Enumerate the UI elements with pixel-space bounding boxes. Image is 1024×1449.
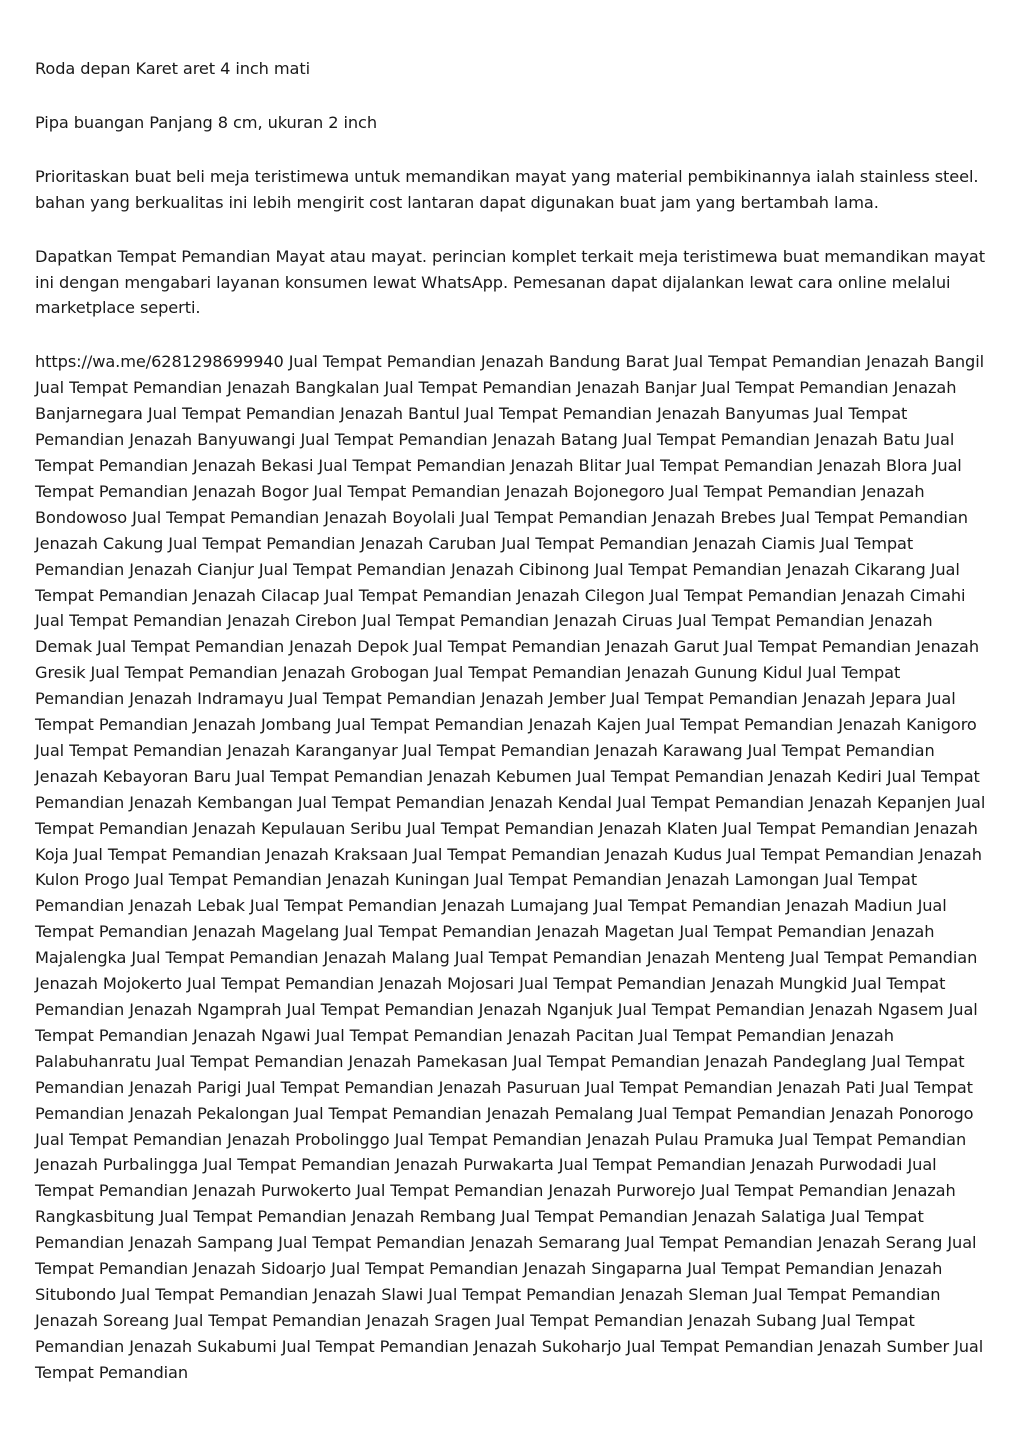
document-page (35, 56, 993, 1414)
paragraph-city-list: https://wa.me/6281298699940 Jual Tempat Pemandian Jenazah Bandung Barat Jual Tempat Pemandian Jenazah Bangil Jual Tempat Pemandian Jenazah Bangkalan Jual Tempat Pemandian Jenazah Banjar Jual Tempat Pemandian Jenazah Banjarnegara Jual Tempat Pemandian Jenazah Bantul Jual Tempat Pemandian Jenazah Banyumas Jual Tempat Pemandian Jenazah Banyuwangi Jual Tempat Pemandian Jenazah Batang Jual Tempat Pemandian Jenazah Batu Jual Tempat Pemandian Jenazah Bekasi Jual Tempat Pemandian Jenazah Blitar Jual Tempat Pemandian Jenazah Blora Jual Tempat Pemandian Jenazah Bogor Jual Tempat Pemandian Jenazah Bojonegoro Jual Tempat Pemandian Jenazah Bondowoso Jual Tempat Pemandian Jenazah Boyolali Jual Tempat Pemandian Jenazah Brebes Jual Tempat Pemandian Jenazah Cakung Jual Tempat Pemandian Jenazah Caruban Jual Tempat Pemandian Jenazah Ciamis Jual Tempat Pemandian Jenazah Cianjur Jual Tempat Pemandian Jenazah Cibinong Jual Tempat Pemandian Jenazah Cikarang Jual Tempat Pemandian Jenazah Cilacap Jual Tempat Pemandian Jenazah Cilegon Jual Tempat Pemandian Jenazah Cimahi Jual Tempat Pemandian Jenazah Cirebon Jual Tempat Pemandian Jenazah Ciruas Jual Tempat Pemandian Jenazah Demak Jual Tempat Pemandian Jenazah Depok Jual Tempat Pemandian Jenazah Garut Jual Tempat Pemandian Jenazah Gresik Jual Tempat Pemandian Jenazah Grobogan Jual Tempat Pemandian Jenazah Gunung Kidul Jual Tempat Pemandian Jenazah Indramayu Jual Tempat Pemandian Jenazah Jember Jual Tempat Pemandian Jenazah Jepara Jual Tempat Pemandian Jenazah Jombang Jual Tempat Pemandian Jenazah Kajen Jual Tempat Pemandian Jenazah Kanigoro Jual Tempat Pemandian Jenazah Karanganyar Jual Tempat Pemandian Jenazah Karawang Jual Tempat Pemandian Jenazah Kebayoran Baru Jual Tempat Pemandian Jenazah Kebumen Jual Tempat Pemandian Jenazah Kediri Jual Tempat Pemandian Jenazah Kembangan Jual Tempat Pemandian Jenazah Kendal Jual Tempat Pemandian Jenazah Kepanjen Jual Tempat Pemandian Jenazah Kepulauan Seribu Jual Tempat Pemandian Jenazah Klaten Jual Tempat Pemandian Jenazah Koja Jual Tempat Pemandian Jenazah Kraksaan Jual Tempat Pemandian Jenazah Kudus Jual Tempat Pemandian Jenazah Kulon Progo Jual Tempat Pemandian Jenazah Kuningan Jual Tempat Pemandian Jenazah Lamongan Jual Tempat Pemandian Jenazah Lebak Jual Tempat Pemandian Jenazah Lumajang Jual Tempat Pemandian Jenazah Madiun Jual Tempat Pemandian Jenazah Magelang Jual Tempat Pemandian Jenazah Magetan Jual Tempat Pemandian Jenazah Majalengka Jual Tempat Pemandian Jenazah Malang Jual Tempat Pemandian Jenazah Menteng Jual Tempat Pemandian Jenazah Mojokerto Jual Tempat Pemandian Jenazah Mojosari Jual Tempat Pemandian Jenazah Mungkid Jual Tempat Pemandian Jenazah Ngamprah Jual Tempat Pemandian Jenazah Nganjuk Jual Tempat Pemandian Jenazah Ngasem Jual Tempat Pemandian Jenazah Ngawi Jual Tempat Pemandian Jenazah Pacitan Jual Tempat Pemandian Jenazah Palabuhanratu Jual Tempat Pemandian Jenazah Pamekasan Jual Tempat Pemandian Jenazah Pandeglang Jual Tempat Pemandian Jenazah Parigi Jual Tempat Pemandian Jenazah Pasuruan Jual Tempat Pemandian Jenazah Pati Jual Tempat Pemandian Jenazah Pekalongan Jual Tempat Pemandian Jenazah Pemalang Jual Tempat Pemandian Jenazah Ponorogo Jual Tempat Pemandian Jenazah Probolinggo Jual Tempat Pemandian Jenazah Pulau Pramuka Jual Tempat Pemandian Jenazah Purbalingga Jual Tempat Pemandian Jenazah Purwakarta Jual Tempat Pemandian Jenazah Purwodadi Jual Tempat Pemandian Jenazah Purwokerto Jual Tempat Pemandian Jenazah Purworejo Jual Tempat Pemandian Jenazah Rangkasbitung Jual Tempat Pemandian Jenazah Rembang Jual Tempat Pemandian Jenazah Salatiga Jual Tempat Pemandian Jenazah Sampang Jual Tempat Pemandian Jenazah Semarang Jual Tempat Pemandian Jenazah Serang Jual Tempat Pemandian Jenazah Sidoarjo Jual Tempat Pemandian Jenazah Singaparna Jual Tempat Pemandian Jenazah Situbondo Jual Tempat Pemandian Jenazah Slawi Jual Tempat Pemandian Jenazah Sleman Jual Tempat Pemandian Jenazah Soreang Jual Tempat Pemandian Jenazah Sragen Jual Tempat Pemandian Jenazah Subang Jual Tempat Pemandian Jenazah Sukabumi Jual Tempat Pemandian Jenazah Sukoharjo Jual Tempat Pemandian Jenazah Sumber Jual Tempat Pemandian (35, 352, 986, 1382)
paragraph-whatsapp-order: Dapatkan Tempat Pemandian Mayat atau mayat. perincian komplet terkait meja teristimewa buat memandikan mayat ini dengan mengabari layanan konsumen lewat WhatsApp. Pemesanan dapat dijalankan lewat cara online melalui marketplace seperti. (35, 246, 985, 318)
paragraph-stainless-steel: Prioritaskan buat beli meja teristimewa untuk memandikan mayat yang material pembikinannya ialah stainless steel. bahan yang berkualitas ini lebih mengirit cost lantaran dapat digunakan buat jam yang bertambah lama. (35, 166, 979, 212)
paragraph-front-wheel: Roda depan Karet aret 4 inch mati (35, 59, 311, 78)
paragraph-drain-pipe: Pipa buangan Panjang 8 cm, ukuran 2 inch (35, 112, 378, 132)
